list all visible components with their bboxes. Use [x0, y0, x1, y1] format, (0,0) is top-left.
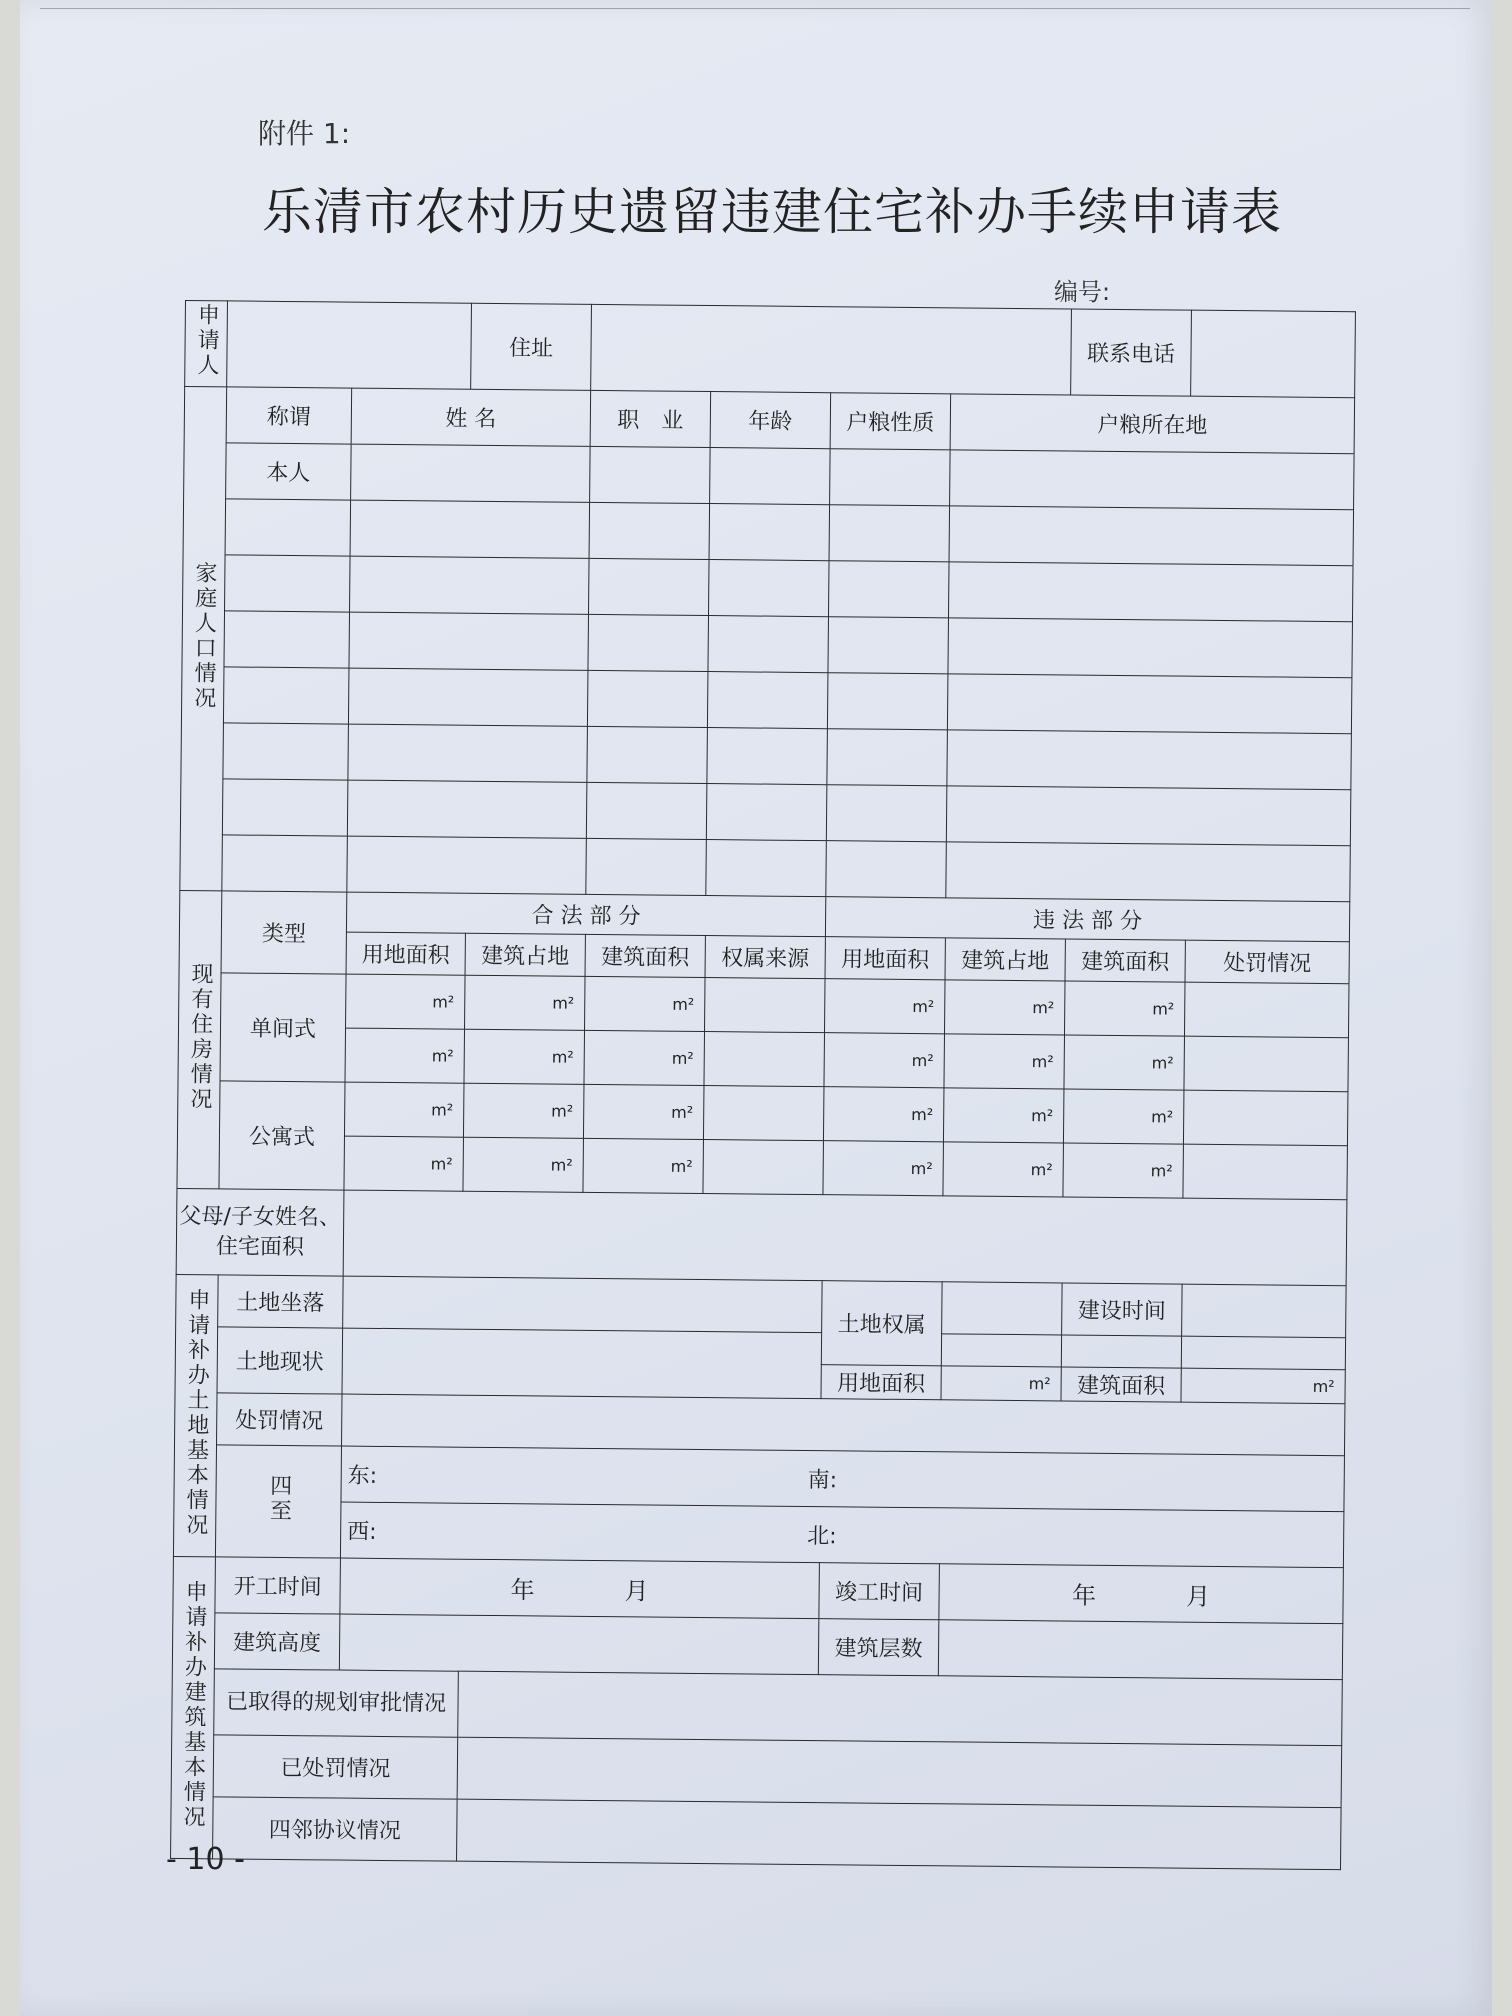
relation-field[interactable] — [223, 667, 349, 724]
family-occupation-field[interactable] — [586, 782, 707, 839]
legal-footprint-header: 建筑占地 — [465, 933, 585, 976]
legal-ownership-source-field[interactable] — [705, 978, 826, 1033]
address-field[interactable] — [591, 304, 1072, 395]
housing-type-label: 类型 — [221, 891, 347, 974]
family-household-type-field[interactable] — [826, 841, 947, 898]
land-ownership-label: 土地权属 — [821, 1281, 942, 1366]
family-household-type-field[interactable] — [827, 729, 948, 786]
land-status-label: 土地现状 — [217, 1327, 343, 1394]
family-household-location-field[interactable] — [948, 562, 1353, 622]
legal-floor-area-field[interactable]: m² — [585, 976, 706, 1031]
illegal-floor-area-field[interactable]: m² — [1063, 1143, 1184, 1198]
family-household-type-field[interactable] — [827, 673, 948, 730]
family-age-field[interactable] — [709, 504, 830, 561]
family-household-location-field[interactable] — [948, 618, 1353, 678]
land-area-field[interactable]: m² — [941, 1366, 1061, 1401]
family-occupation-field[interactable] — [590, 446, 711, 503]
relation-header: 称谓 — [226, 387, 352, 444]
parents-row — [176, 1188, 1347, 1285]
family-age-field[interactable] — [706, 840, 827, 897]
legal-footprint-field[interactable]: m² — [465, 975, 586, 1030]
family-household-location-field[interactable] — [950, 450, 1355, 510]
family-age-field[interactable] — [707, 728, 828, 785]
family-occupation-field[interactable] — [587, 726, 708, 783]
legal-land-area-header: 用地面积 — [346, 932, 465, 975]
family-name-field[interactable] — [347, 780, 587, 838]
family-age-field[interactable] — [707, 672, 828, 729]
application-form — [170, 300, 1355, 1870]
relation-field[interactable] — [222, 779, 348, 836]
legal-land-area-field[interactable]: m² — [344, 1136, 464, 1191]
start-time-label: 开工时间 — [215, 1557, 341, 1614]
legal-part-label: 合 法 部 分 — [346, 892, 825, 937]
illegal-land-area-field[interactable]: m² — [824, 979, 945, 1034]
legal-floor-area-header: 建筑面积 — [585, 934, 705, 977]
building-height-field[interactable] — [339, 1614, 819, 1675]
land-location-field[interactable] — [343, 1276, 822, 1333]
building-area-field[interactable]: m² — [1181, 1368, 1345, 1404]
building-area-label: 建筑面积 — [1061, 1367, 1181, 1402]
illegal-land-area-field[interactable]: m² — [824, 1033, 945, 1088]
building-section-cell — [171, 1556, 216, 1858]
parents-field[interactable] — [343, 1190, 1347, 1286]
start-month: 月 — [624, 1577, 649, 1606]
family-section-label: 家庭人口情况 — [190, 560, 218, 711]
family-household-location-field[interactable] — [946, 842, 1351, 902]
applicant-label: 申请人 — [193, 303, 220, 379]
legal-footprint-field[interactable]: m² — [463, 1137, 584, 1192]
applicant-label-cell — [185, 301, 228, 387]
applicant-row — [185, 301, 1356, 398]
east-label: 东: — [347, 1463, 378, 1489]
building-section-label: 申请补办建筑基本情况 — [179, 1579, 208, 1830]
phone-field[interactable] — [1191, 310, 1356, 398]
build-time-label-lower — [1061, 1335, 1181, 1368]
top-edge-line — [40, 0, 1470, 9]
illegal-land-area-field[interactable]: m² — [823, 1141, 944, 1196]
family-name-field[interactable] — [351, 444, 591, 502]
relation-field[interactable] — [223, 723, 349, 780]
relation-field[interactable] — [224, 611, 350, 668]
family-name-field[interactable] — [348, 724, 588, 782]
family-household-location-field[interactable] — [946, 786, 1351, 846]
illegal-footprint-field[interactable]: m² — [944, 980, 1065, 1035]
build-time-label: 建设时间 — [1062, 1283, 1182, 1336]
family-household-type-field[interactable] — [829, 505, 950, 562]
family-occupation-field[interactable] — [587, 670, 708, 727]
build-time-field-lower[interactable] — [1181, 1336, 1345, 1370]
illegal-part-label: 违 法 部 分 — [825, 897, 1349, 942]
land-section-cell — [173, 1274, 218, 1556]
planning-approval-label: 已取得的规划审批情况 — [214, 1669, 459, 1737]
illegal-land-area-header: 用地面积 — [825, 937, 945, 980]
relation-self: 本人 — [226, 443, 352, 500]
family-section-cell — [180, 387, 227, 891]
illegal-floor-area-field[interactable]: m² — [1064, 1035, 1185, 1090]
land-area-label: 用地面积 — [821, 1365, 941, 1400]
illegal-footprint-field[interactable]: m² — [944, 1034, 1065, 1089]
relation-field[interactable] — [222, 835, 348, 892]
phone-label: 联系电话 — [1071, 309, 1192, 396]
family-age-field[interactable] — [708, 616, 829, 673]
relation-field[interactable] — [225, 555, 351, 612]
family-household-type-field[interactable] — [828, 561, 949, 618]
apartment-label: 公寓式 — [219, 1081, 345, 1190]
north-label: 北: — [807, 1524, 837, 1550]
start-time-field[interactable] — [340, 1558, 820, 1619]
applicant-name-field[interactable] — [227, 301, 472, 389]
housing-section-label: 现有住房情况 — [186, 961, 214, 1112]
illegal-penalty-field[interactable] — [1184, 1036, 1349, 1092]
legal-floor-area-field[interactable]: m² — [584, 1030, 705, 1085]
family-household-location-field[interactable] — [949, 506, 1354, 566]
penalized-label: 已处罚情况 — [213, 1735, 458, 1799]
land-status-field[interactable] — [342, 1328, 822, 1399]
legal-ownership-source-field[interactable] — [703, 1086, 824, 1141]
illegal-footprint-header: 建筑占地 — [945, 938, 1065, 981]
boundary-east-south-field[interactable] — [341, 1446, 1344, 1512]
age-header: 年龄 — [710, 392, 831, 449]
start-year: 年 — [510, 1576, 535, 1605]
illegal-floor-area-field[interactable]: m² — [1064, 981, 1185, 1036]
legal-floor-area-field[interactable]: m² — [583, 1084, 704, 1139]
household-type-header: 户粮性质 — [830, 393, 951, 450]
finish-time-label: 竣工时间 — [819, 1563, 940, 1620]
family-age-field[interactable] — [706, 784, 827, 841]
family-occupation-field[interactable] — [589, 502, 710, 559]
legal-floor-area-field[interactable]: m² — [583, 1138, 704, 1193]
legal-ownership-source-header: 权属来源 — [705, 936, 825, 979]
finish-month: 月 — [1185, 1582, 1211, 1611]
neighbors-row — [171, 1796, 1342, 1869]
relation-field[interactable] — [225, 499, 351, 556]
family-name-field[interactable] — [350, 500, 590, 558]
legal-footprint-field[interactable]: m² — [463, 1083, 584, 1138]
neighbor-agreement-field[interactable] — [457, 1799, 1342, 1869]
legal-footprint-field[interactable]: m² — [464, 1029, 585, 1084]
illegal-land-area-field[interactable]: m² — [823, 1087, 944, 1142]
parents-label: 父母/子女姓名、住宅面积 — [176, 1188, 344, 1276]
page-number: - 10 - — [166, 1842, 245, 1877]
illegal-floor-area-header: 建筑面积 — [1065, 939, 1185, 982]
land-section-label: 申请补办土地基本情况 — [182, 1287, 211, 1538]
family-name-field[interactable] — [350, 556, 590, 614]
family-household-location-field[interactable] — [947, 674, 1352, 734]
serial-number-label: 编号: — [1054, 278, 1111, 306]
family-name-field[interactable] — [348, 668, 588, 726]
single-unit-label: 单间式 — [220, 973, 346, 1082]
family-household-type-field[interactable] — [830, 449, 951, 506]
family-household-type-field[interactable] — [828, 617, 949, 674]
approval-row — [172, 1668, 1343, 1745]
legal-land-area-field[interactable]: m² — [344, 1082, 464, 1137]
boundaries-cell — [215, 1445, 341, 1558]
finish-year: 年 — [1071, 1581, 1097, 1610]
planning-approval-field[interactable] — [458, 1671, 1343, 1745]
legal-land-area-field[interactable]: m² — [346, 974, 466, 1029]
build-time-field[interactable] — [1182, 1284, 1346, 1338]
illegal-penalty-field[interactable] — [1184, 982, 1349, 1038]
illegal-footprint-field[interactable]: m² — [943, 1142, 1064, 1197]
land-penalty-field[interactable] — [342, 1394, 1345, 1456]
land-penalty-label: 处罚情况 — [217, 1393, 342, 1446]
family-age-field[interactable] — [710, 448, 831, 505]
illegal-penalty-header: 处罚情况 — [1185, 940, 1349, 984]
family-name-field[interactable] — [347, 836, 587, 894]
west-label: 西: — [347, 1519, 377, 1545]
address-label: 住址 — [471, 303, 592, 390]
building-floors-field[interactable] — [938, 1620, 1343, 1680]
finish-time-field[interactable] — [939, 1564, 1344, 1624]
legal-land-area-field[interactable]: m² — [345, 1028, 465, 1083]
family-occupation-field[interactable] — [586, 838, 707, 895]
form-title: 乐清市农村历史遗留违建住宅补办手续申请表 — [262, 183, 1282, 241]
family-occupation-field[interactable] — [588, 614, 709, 671]
land-location-label: 土地坐落 — [218, 1275, 343, 1328]
housing-section-cell — [177, 890, 222, 1188]
land-ownership-field-lower[interactable] — [941, 1334, 1061, 1367]
name-header: 姓 名 — [351, 388, 591, 446]
form-table — [170, 300, 1356, 1870]
boundary-west-north-field[interactable] — [340, 1502, 1343, 1568]
legal-ownership-source-field[interactable] — [704, 1032, 825, 1087]
attachment-label: 附件 1: — [258, 117, 351, 150]
household-location-header: 户粮所在地 — [950, 394, 1355, 454]
family-household-location-field[interactable] — [947, 730, 1352, 790]
penalized-field[interactable] — [457, 1737, 1342, 1807]
boundaries-label: 四至 — [266, 1473, 292, 1524]
family-age-field[interactable] — [708, 560, 829, 617]
illegal-penalty-field[interactable] — [1183, 1090, 1348, 1146]
land-ownership-field[interactable] — [942, 1282, 1062, 1335]
neighbor-agreement-label: 四邻协议情况 — [213, 1797, 458, 1861]
penalized-row — [171, 1734, 1342, 1807]
family-occupation-field[interactable] — [589, 558, 710, 615]
building-height-label: 建筑高度 — [214, 1613, 340, 1670]
south-label: 南: — [807, 1468, 838, 1494]
occupation-header: 职 业 — [590, 390, 711, 447]
legal-ownership-source-field[interactable] — [703, 1140, 824, 1195]
illegal-penalty-field[interactable] — [1183, 1144, 1348, 1200]
family-name-field[interactable] — [349, 612, 589, 670]
building-floors-label: 建筑层数 — [818, 1619, 939, 1676]
illegal-footprint-field[interactable]: m² — [943, 1088, 1064, 1143]
illegal-floor-area-field[interactable]: m² — [1063, 1089, 1184, 1144]
family-household-type-field[interactable] — [826, 785, 947, 842]
